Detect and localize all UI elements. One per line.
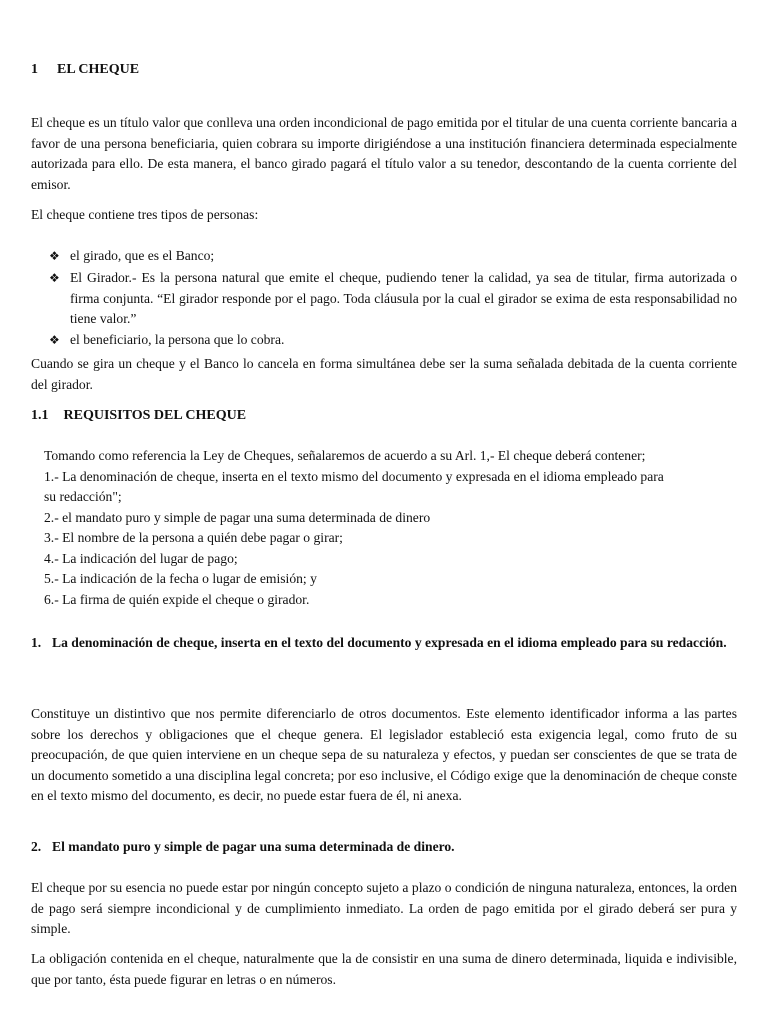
types-intro: El cheque contiene tres tipos de personas: xyxy=(31,207,259,222)
section2-paragraph-2: La obligación contenida en el cheque, naturalmente que la de consistir en una suma de dinero determinada, liquida e indivisible, que por tanto, ésta puede figurar en letras o en números. xyxy=(31,951,737,987)
heading-title: REQUISITOS DEL CHEQUE xyxy=(63,408,247,423)
requirements-list xyxy=(44,446,737,610)
requirement-item: 4.- La indicación del lugar de pago; xyxy=(44,550,238,566)
heading-requisitos xyxy=(31,408,246,424)
requirement-item: 6.- La firma de quién expide el cheque o girador. xyxy=(44,591,310,607)
heading-el-cheque xyxy=(31,62,139,78)
requirement-item: 5.- La indicación de la fecha o lugar de emisión; y xyxy=(44,571,317,586)
bullet-item-girador xyxy=(49,268,737,330)
after-bullets-paragraph: Cuando se gira un cheque y el Banco lo cancela en forma simultánea debe ser la suma señalada debitada de la cuenta corriente del girador. xyxy=(31,356,737,392)
section-number: 2. xyxy=(31,839,42,854)
requirement-item: su redacción"; xyxy=(44,489,122,504)
diamond-bullet-icon: ❖ xyxy=(49,249,60,263)
bullet-text: el girado, que es el Banco; xyxy=(70,248,215,263)
section1-paragraph: Constituye un distintivo que nos permite diferenciarlo de otros documentos. Este elemento identificador informa a las partes sobre los derechos y obligaciones que el cheque genera. El legislador estableció esta exigencia legal, como fruto de su preocupación, de que quien interviene en un cheque sepa de su naturaleza y efectos, y puedan ser conscientes de que se trata de un documento sometido a una disciplina legal concreta; por eso inclusive, el Código exige que la denominación de cheque conste en el texto mismo del documento, es decir, no puede estar fuera de él, ni anexa. xyxy=(31,706,737,803)
heading-title: EL CHEQUE xyxy=(57,62,140,77)
bullet-item-girado xyxy=(49,246,737,267)
bullet-item-beneficiario xyxy=(49,330,737,351)
section-number: 1. xyxy=(31,635,42,650)
heading-number: 1.1 xyxy=(31,408,49,423)
section2-paragraph-1: El cheque por su esencia no puede estar por ningún concepto sujeto a plazo o condición de ninguna naturaleza, entonces, la orden de pago será siempre incondicional y de cumplimiento inmediato. La orden de pago emitida por el girado deberá ser pura y simple. xyxy=(31,880,737,936)
requirements-intro: Tomando como referencia la Ley de Cheques, señalaremos de acuerdo a su Arl. 1,- El cheque deberá contener; xyxy=(44,448,646,463)
bullet-text: El Girador.- Es la persona natural que emite el cheque, pudiendo tener la calidad, ya sea de titular, firma autorizada o firma conjunta. “El girador responde por el pago. Toda cláusula por la cual el girador se exima de esta responsabilidad no tiene valor.” xyxy=(70,270,737,326)
requirement-item: 1.- La denominación de cheque, inserta en el texto mismo del documento y expresada en el idioma empleado para xyxy=(44,468,664,484)
intro-paragraph: El cheque es un título valor que conlleva una orden incondicional de pago emitida por el titular de una cuenta corriente bancaria a favor de una persona beneficiaria, quien cobrara su importe dirigiéndose a una institución financiera determinada especialmente autorizada para ello. De esta manera, el banco girado pagará el título valor a su tenedor, descontando de la cuenta corriente del emisor. xyxy=(31,115,737,192)
section-heading-1 xyxy=(31,632,737,653)
heading-number: 1 xyxy=(31,62,38,77)
section-heading-2 xyxy=(31,836,737,857)
diamond-bullet-icon: ❖ xyxy=(49,333,60,347)
bullet-text: el beneficiario, la persona que lo cobra. xyxy=(70,332,285,347)
requirement-item: 2.- el mandato puro y simple de pagar una suma determinada de dinero xyxy=(44,509,431,525)
section-title: La denominación de cheque, inserta en el texto del documento y expresada en el idioma empleado para su redacción. xyxy=(52,635,727,650)
section-title: El mandato puro y simple de pagar una suma determinada de dinero. xyxy=(52,839,455,854)
diamond-bullet-icon: ❖ xyxy=(49,271,60,285)
requirement-item: 3.- El nombre de la persona a quién debe pagar o girar; xyxy=(44,530,343,545)
